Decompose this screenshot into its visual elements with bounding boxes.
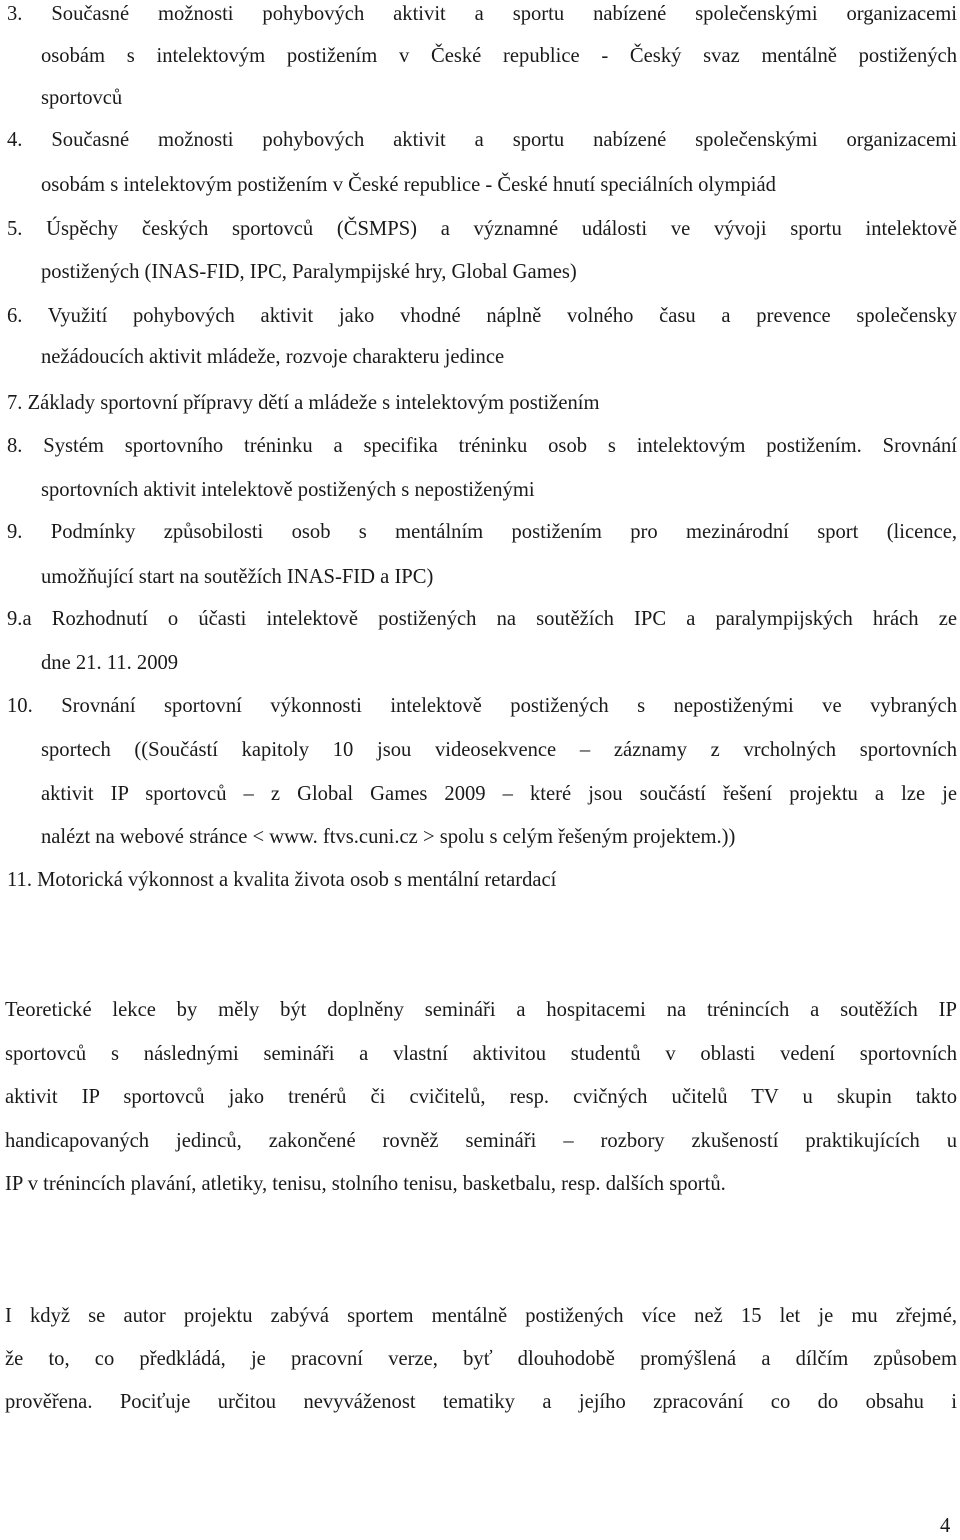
list-item-line: sportovců: [41, 87, 123, 109]
list-item-line: sportovních aktivit intelektově postižených s nepostiženými: [41, 479, 535, 501]
paragraph-line: že to, co předkládá, je pracovní verze, byť dlouhodobě promýšlená a dílčím způsobem: [5, 1348, 957, 1370]
list-item-line: nežádoucích aktivit mládeže, rozvoje charakteru jedince: [41, 346, 505, 368]
list-item-line: 5. Úspěchy českých sportovců (ČSMPS) a významné události ve vývoji sportu intelektově: [7, 218, 957, 240]
list-item-line: 11. Motorická výkonnost a kvalita života osob s mentální retardací: [7, 869, 557, 891]
paragraph-line: Teoretické lekce by měly být doplněny semináři a hospitacemi na trénincích a soutěžích IP: [5, 999, 957, 1021]
list-item-line: dne 21. 11. 2009: [41, 652, 179, 674]
list-item-line: sportech ((Součástí kapitoly 10 jsou videosekvence – záznamy z vrcholných sportovních: [41, 739, 957, 761]
paragraph-line: I když se autor projektu zabývá sportem mentálně postižených více než 15 let je mu zřejmé,: [5, 1305, 957, 1327]
paragraph-line: aktivit IP sportovců jako trenérů či cvičitelů, resp. cvičných učitelů TV u skupin takto: [5, 1086, 957, 1108]
list-item-line: 9.a Rozhodnutí o účasti intelektově postižených na soutěžích IPC a paralympijských hrách ze: [7, 608, 957, 630]
list-item-line: 9. Podmínky způsobilosti osob s mentálním postižením pro mezinárodní sport (licence,: [7, 521, 957, 543]
list-item-line: osobám s intelektovým postižením v České republice - Český svaz mentálně postižených: [41, 45, 957, 67]
paragraph-line: sportovců s následnými semináři a vlastní aktivitou studentů v oblasti vedení sportovních: [5, 1043, 957, 1065]
paragraph-line: handicapovaných jedinců, zakončené rovněž semináři – rozbory zkušeností praktikujících u: [5, 1130, 957, 1152]
list-item-line: 6. Využití pohybových aktivit jako vhodné náplně volného času a prevence společensky: [7, 305, 957, 327]
list-item-line: 8. Systém sportovního tréninku a specifika tréninku osob s intelektovým postižením. Srovnání: [7, 435, 957, 457]
list-item-line: postižených (INAS-FID, IPC, Paralympijské hry, Global Games): [41, 261, 577, 283]
list-item-line: 3. Současné možnosti pohybových aktivit a sportu nabízené společenskými organizacemi: [7, 3, 957, 25]
list-item-line: umožňující start na soutěžích INAS-FID a IPC): [41, 566, 434, 588]
page-number: 4: [940, 1515, 951, 1537]
list-item-line: nalézt na webové stránce < www. ftvs.cuni.cz > spolu s celým řešeným projektem.)): [41, 826, 736, 848]
paragraph-line: IP v trénincích plavání, atletiky, tenisu, stolního tenisu, basketbalu, resp. dalších sportů.: [5, 1173, 726, 1195]
list-item-line: 10. Srovnání sportovní výkonnosti intelektově postižených s nepostiženými ve vybraných: [7, 695, 957, 717]
paragraph-line: prověřena. Pociťuje určitou nevyváženost tematiky a jejího zpracování co do obsahu i: [5, 1391, 957, 1413]
list-item-line: osobám s intelektovým postižením v České republice - České hnutí speciálních olympiád: [41, 174, 776, 196]
list-item-line: aktivit IP sportovců – z Global Games 2009 – které jsou součástí řešení projektu a lze je: [41, 783, 957, 805]
list-item-line: 7. Základy sportovní přípravy dětí a mládeže s intelektovým postižením: [7, 392, 600, 414]
list-item-line: 4. Současné možnosti pohybových aktivit a sportu nabízené společenskými organizacemi: [7, 129, 957, 151]
